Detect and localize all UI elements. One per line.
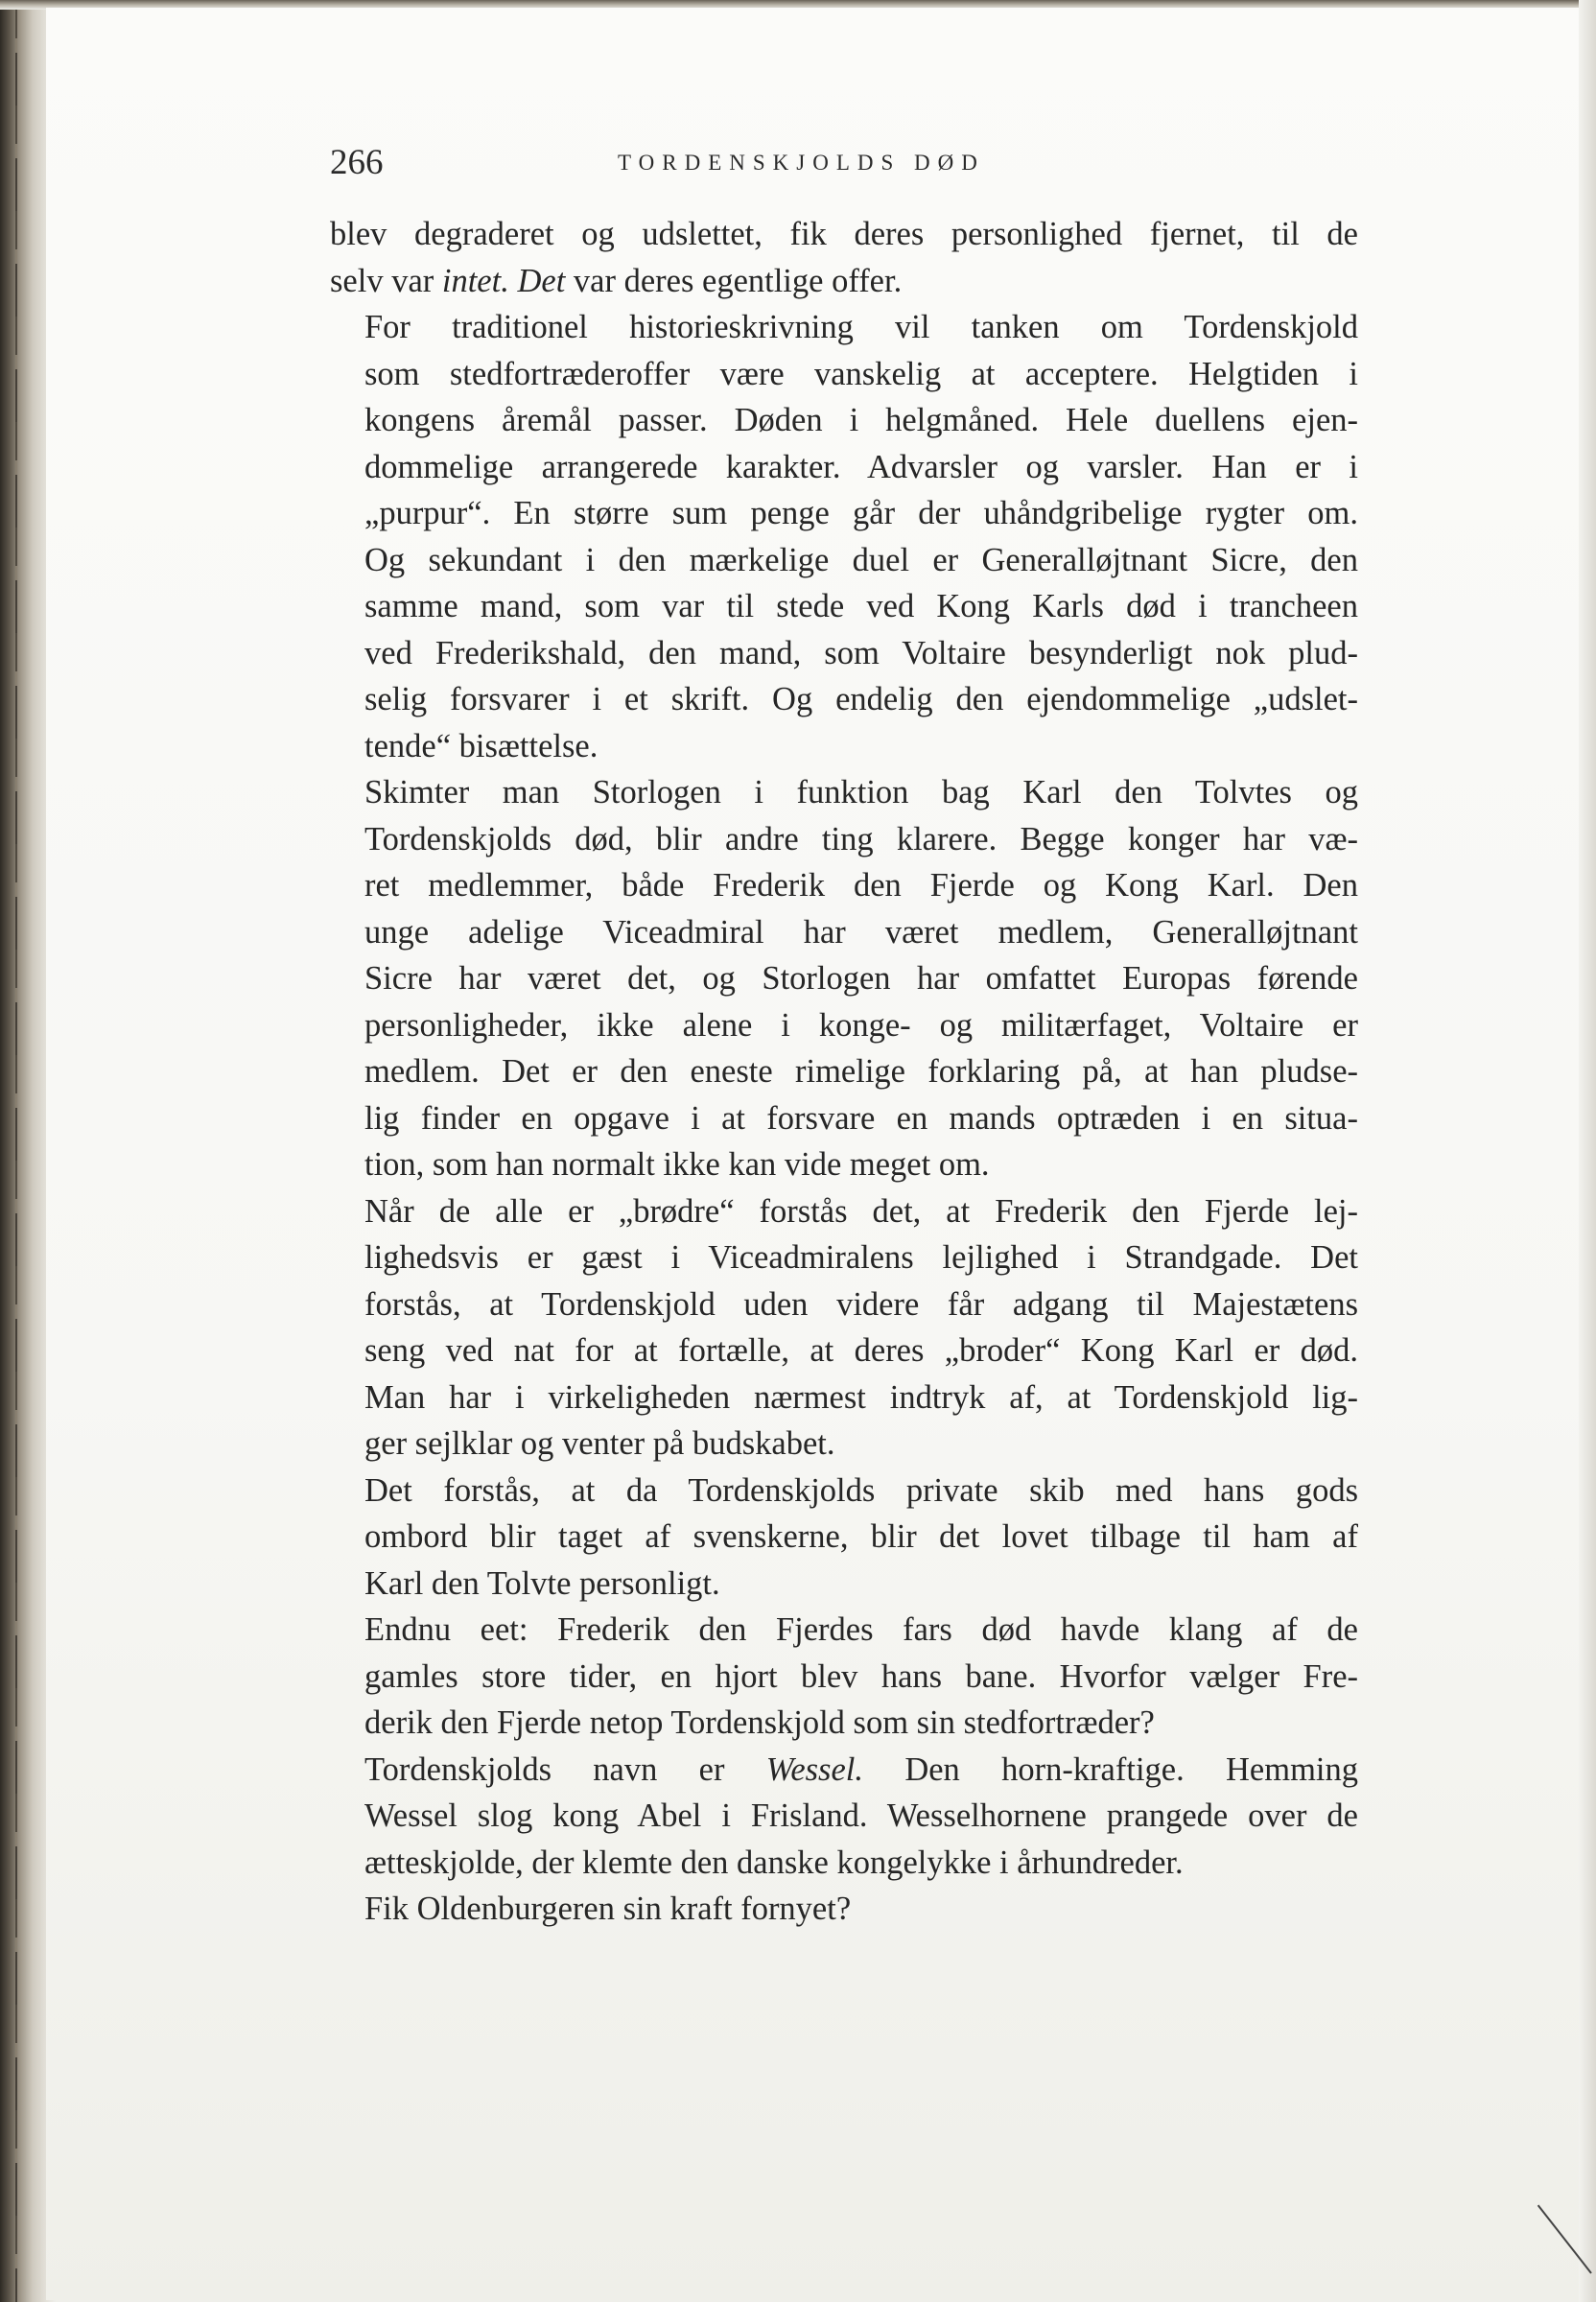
text-line: kongens åremål passer. Døden i helgmåned. Hele duellens ejen-	[364, 402, 1358, 438]
binding-edge	[15, 0, 17, 2302]
text-line: ret medlemmer, både Frederik den Fjerde og Kong Karl. Den	[364, 867, 1358, 904]
paragraph	[330, 1468, 1358, 1608]
paragraph	[330, 1607, 1358, 1747]
text-line: som stedfortræderoffer være vanskelig at acceptere. Helgtiden i	[364, 355, 1358, 392]
right-page-edge	[1579, 0, 1596, 2302]
text-line: ombord blir taget af svenskerne, blir det lovet tilbage til ham af	[364, 1518, 1358, 1555]
paragraph	[330, 769, 1358, 1188]
text-line: forstås, at Tordenskjold uden videre får adgang til Majestætens	[364, 1285, 1358, 1323]
text-line: selv var intet. Det var deres egentlige offer.	[330, 262, 903, 299]
text-line: blev degraderet og udslettet, fik deres personlighed fjernet, til de	[330, 216, 1358, 252]
text-line: Wessel slog kong Abel i Frisland. Wesselhornene prangede over de	[364, 1797, 1358, 1834]
text-line: Man har i virkeligheden nærmest indtryk af, at Tordenskjold lig-	[364, 1378, 1358, 1416]
paragraph	[330, 1188, 1358, 1468]
text-line: tende“ bisættelse.	[364, 727, 598, 764]
text-line: medlem. Det er den eneste rimelige forklaring på, at han pludse-	[364, 1053, 1358, 1090]
text-line: Og sekundant i den mærkelige duel er Generalløjtnant Sicre, den	[364, 541, 1358, 578]
text-line: lighedsvis er gæst i Viceadmiralens lejlighed i Strandgade. Det	[364, 1239, 1358, 1276]
text-line: unge adelige Viceadmiral har været medlem, Generalløjtnant	[364, 913, 1358, 951]
text-line: Sicre har været det, og Storlogen har omfattet Europas førende	[364, 960, 1358, 997]
running-head: TORDENSKJOLDS DØD	[618, 151, 985, 175]
text-line: Tordenskjolds navn er Wessel. Den horn-kraftige. Hemming	[364, 1750, 1358, 1788]
paragraph	[330, 211, 1358, 304]
text-line: ger sejlklar og venter på budskabet.	[364, 1425, 835, 1462]
text-line: ved Frederikshald, den mand, som Voltaire besynderligt nok plud-	[364, 634, 1358, 671]
text-line: lig finder en opgave i at forsvare en mands optræden i en situa-	[364, 1099, 1358, 1137]
text-line: ætteskjolde, der klemte den danske kongelykke i århundreder.	[364, 1844, 1184, 1881]
text-line: Endnu eet: Frederik den Fjerdes fars død havde klang af de	[364, 1611, 1358, 1648]
text-line: Fik Oldenburgeren sin kraft fornyet?	[364, 1891, 852, 1927]
text-line: gamles store tider, en hjort blev hans bane. Hvorfor vælger Fre-	[364, 1657, 1358, 1695]
text-line: Karl den Tolvte personligt.	[364, 1564, 720, 1602]
text-line: personligheder, ikke alene i konge- og militærfaget, Voltaire er	[364, 1006, 1358, 1044]
text-line: „purpur“. En større sum penge går der uhåndgribelige rygter om.	[364, 495, 1358, 531]
paragraph	[330, 304, 1358, 769]
page-number: 266	[330, 143, 384, 182]
body-text	[330, 211, 1358, 1933]
text-line: Skimter man Storlogen i funktion bag Karl den Tolvtes og	[364, 774, 1358, 810]
text-line: tion, som han normalt ikke kan vide meget om.	[364, 1146, 990, 1183]
text-line: samme mand, som var til stede ved Kong Karls død i trancheen	[364, 588, 1358, 624]
text-line: Det forstås, at da Tordenskjolds private skib med hans gods	[364, 1471, 1358, 1509]
text-line: derik den Fjerde netop Tordenskjold som sin stedfortræder?	[364, 1704, 1155, 1741]
paragraph	[330, 1886, 1358, 1933]
text-line: seng ved nat for at fortælle, at deres „broder“ Kong Karl er død.	[364, 1332, 1358, 1369]
text-line: dommelige arrangerede karakter. Advarsler og varsler. Han er i	[364, 448, 1358, 485]
text-line: Når de alle er „brødre“ forstås det, at Frederik den Fjerde lej-	[364, 1192, 1358, 1230]
page-header	[330, 142, 1350, 184]
text-line: Tordenskjolds død, blir andre ting klarere. Begge konger har væ-	[364, 820, 1358, 857]
text-line: For traditionel historieskrivning vil tanken om Tordenskjold	[364, 309, 1358, 345]
text-line: selig forsvarer i et skrift. Og endelig den ejendommelige „udslet-	[364, 681, 1358, 717]
paragraph	[330, 1747, 1358, 1887]
